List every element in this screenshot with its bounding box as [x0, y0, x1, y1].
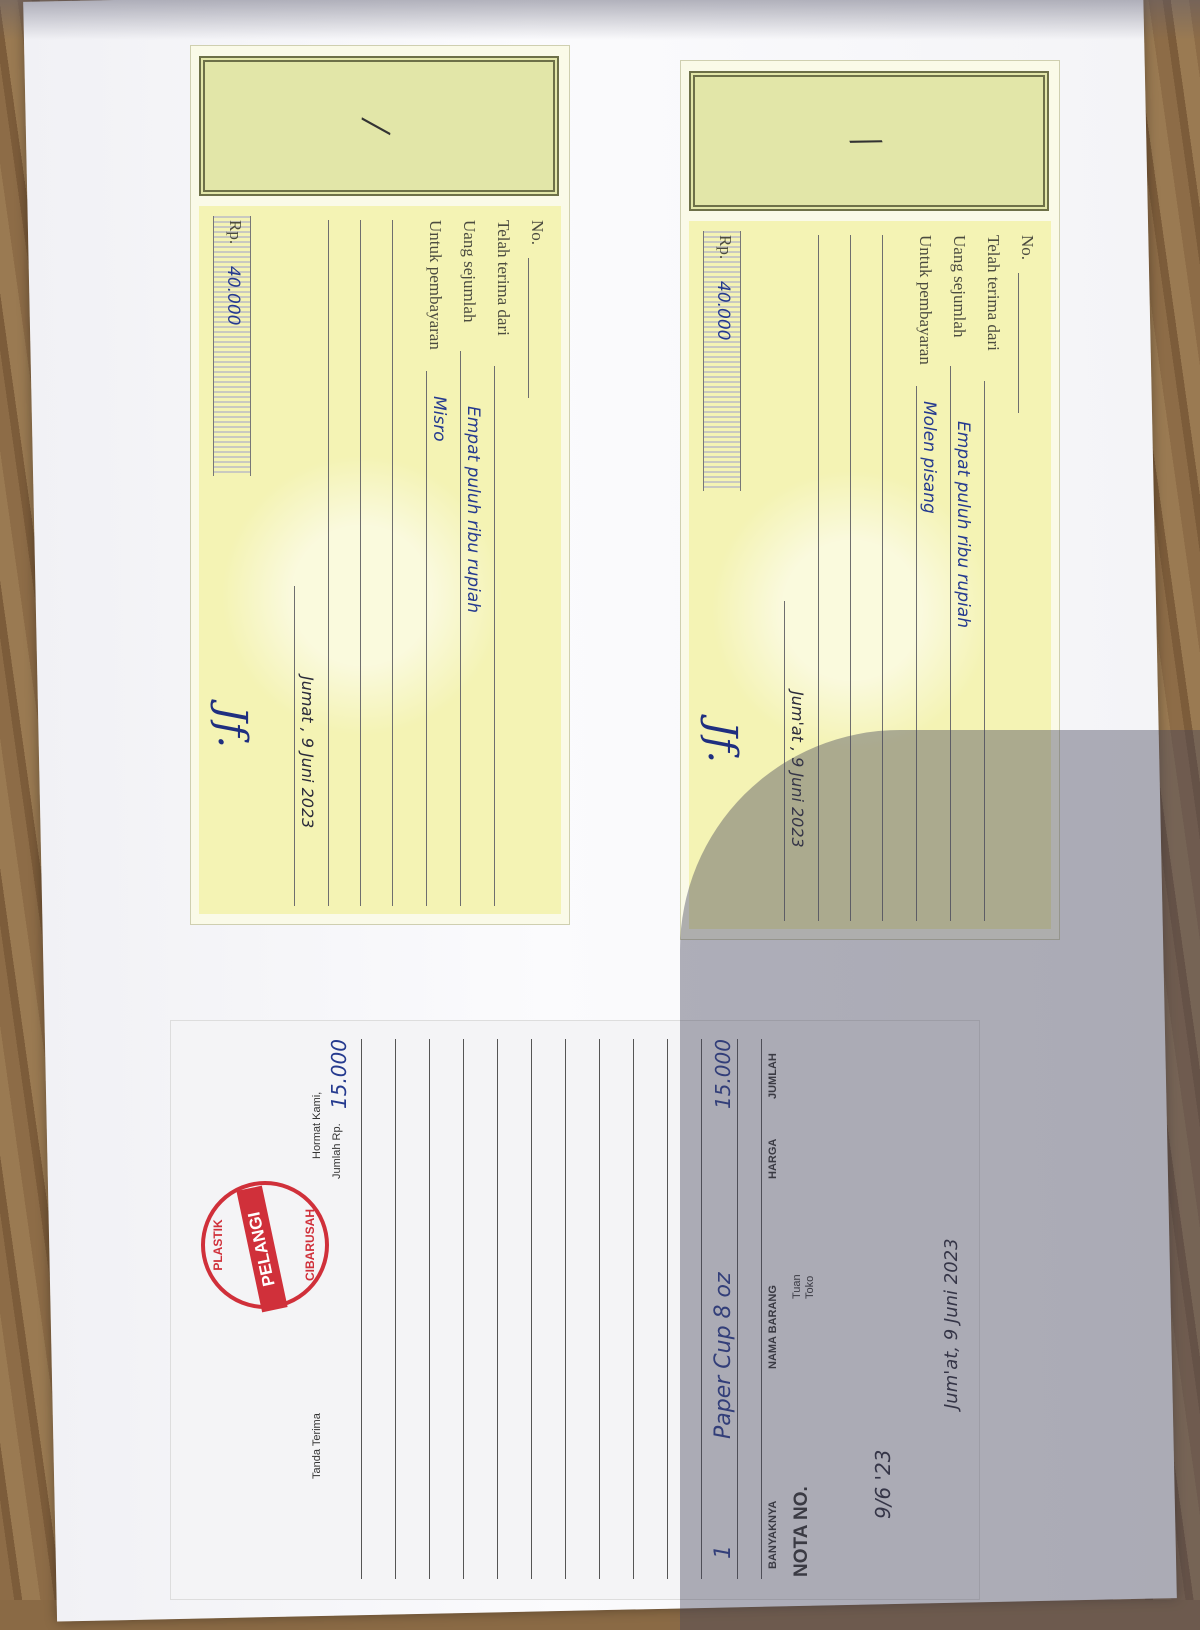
phone-shadow-top	[0, 0, 1200, 40]
amount-words-label: Uang sejumlah	[950, 235, 969, 338]
stub-check-mark: /	[350, 115, 403, 138]
amount-words-handwritten: Empat puluh ribu rupiah	[953, 421, 973, 628]
date-handwritten: Jumat , 9 Juni 2023	[298, 676, 317, 829]
no-label: No.	[1018, 235, 1037, 261]
row-item: Paper Cup 8 oz	[711, 1272, 736, 1439]
amount-box	[703, 231, 741, 491]
nota-date-header: Jum'at, 9 Juni 2023	[941, 1238, 962, 1409]
toko-label: Toko	[804, 1275, 816, 1299]
date-line	[294, 586, 295, 906]
col-header-item: NAMA BARANG	[767, 1285, 779, 1369]
purpose-handwritten: Molen pisang	[919, 401, 939, 514]
table-rule	[667, 1039, 668, 1579]
purpose-label: Untuk pembayaran	[916, 235, 935, 365]
receipt-frame	[190, 45, 570, 925]
signature: Jf.	[209, 706, 255, 749]
company-stamp	[201, 1181, 329, 1309]
table-rule	[463, 1039, 464, 1579]
nota-date-written: 9/6 '23	[871, 1449, 895, 1519]
amount-words-line	[460, 351, 461, 906]
rp-label: Rp.	[226, 220, 245, 245]
jumlah-value: 15.000	[327, 1039, 351, 1109]
row-qty: 1	[711, 1545, 736, 1559]
no-line	[1018, 273, 1019, 413]
blank-line-3	[328, 220, 329, 906]
stamp-middle-text: PELANGI	[236, 1186, 287, 1313]
from-label: Telah terima dari	[494, 220, 513, 336]
phone-shadow-right	[680, 730, 1200, 1630]
purpose-handwritten: Misro	[429, 396, 449, 442]
amount-handwritten: 40.000	[223, 266, 243, 326]
table-rule	[633, 1039, 634, 1579]
blank-line-2	[360, 220, 361, 906]
tuan-label: Tuan	[791, 1274, 803, 1299]
from-label: Telah terima dari	[984, 235, 1003, 351]
receipt-body	[199, 206, 561, 914]
rp-label: Rp.	[716, 235, 735, 260]
amount-words-handwritten: Empat puluh ribu rupiah	[463, 406, 483, 613]
signature: Jf.	[699, 721, 745, 764]
table-rule	[361, 1039, 362, 1579]
tanda-terima-label: Tanda Terima	[311, 1413, 323, 1479]
col-header-price: HARGA	[767, 1138, 779, 1179]
no-label: No.	[528, 220, 547, 246]
receipt-misro	[190, 45, 570, 925]
hormat-kami-label: Hormat Kami,	[311, 1091, 323, 1159]
table-rule	[531, 1039, 532, 1579]
col-header-qty: BANYAKNYA	[767, 1500, 779, 1569]
blank-line-1	[392, 220, 393, 906]
purpose-line	[426, 371, 427, 906]
table-rule	[599, 1039, 600, 1579]
no-line	[528, 258, 529, 398]
from-line	[494, 366, 495, 906]
table-rule	[429, 1039, 430, 1579]
stamp-top-text: PLASTIK	[211, 1219, 225, 1271]
table-rule	[497, 1039, 498, 1579]
col-header-total: JUMLAH	[767, 1053, 779, 1099]
receipt-stub	[199, 56, 559, 196]
table-rule	[565, 1039, 566, 1579]
stub-check-mark: /	[840, 126, 893, 157]
date-handwritten: Jum'at , 9 Juni 2023	[788, 691, 807, 848]
purpose-label: Untuk pembayaran	[426, 220, 445, 350]
amount-box	[213, 216, 251, 476]
amount-words-label: Uang sejumlah	[460, 220, 479, 323]
stamp-bottom-text: CIBARUSAH	[303, 1209, 317, 1281]
receipt-stub	[689, 71, 1049, 211]
amount-handwritten: 40.000	[713, 281, 733, 341]
jumlah-label: Jumlah Rp.	[331, 1123, 343, 1179]
nota-title: NOTA NO.	[791, 1486, 812, 1577]
row-total: 15.000	[711, 1039, 735, 1109]
table-rule	[395, 1039, 396, 1579]
